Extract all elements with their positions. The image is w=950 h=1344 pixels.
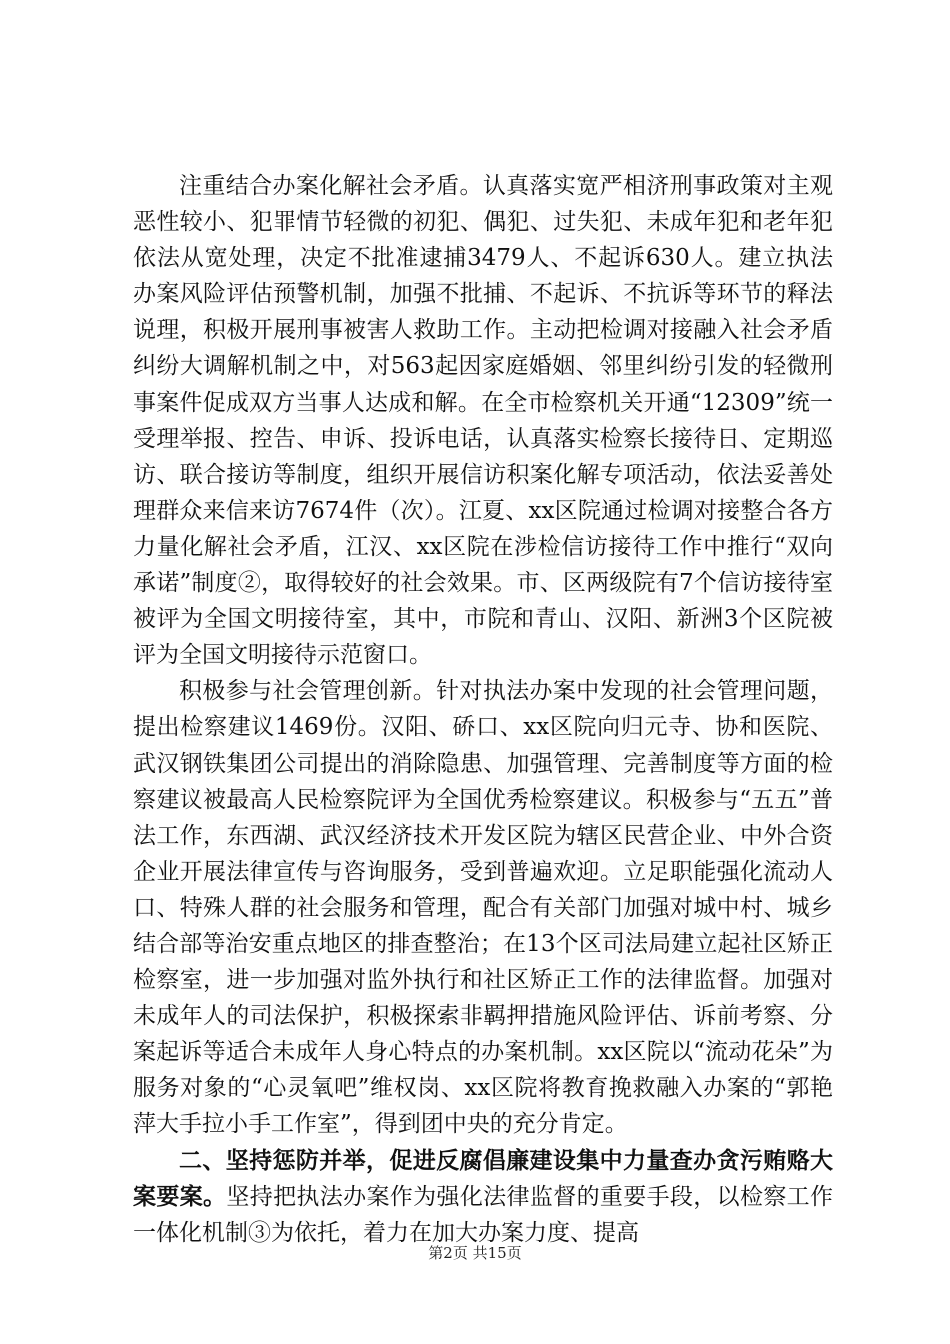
document-body [133,168,833,1251]
paragraph-resolve-conflicts [133,168,833,673]
paragraph-social-management [133,673,833,1142]
paragraph-anti-corruption [133,1143,833,1251]
page-number-footer: 第2页 共15页 [428,1244,522,1262]
paragraph-text: 注重结合办案化解社会矛盾。认真落实宽严相济刑事政策对主观恶性较小、犯罪情节轻微的初犯、偶犯、过失犯、未成年犯和老年犯依法从宽处理，决定不批准逮捕3479人、不起诉630人。建立执法办案风险评估预警机制，加强不批捕、不起诉、不抗诉等环节的释法说理，积极开展刑事被害人救助工作。主动把检调对接融入社会矛盾纠纷大调解机制之中，对563起因家庭婚姻、邻里纠纷引发的轻微刑事案件促成双方当事人达成和解。在全市检察机关开通“12309”统一受理举报、控告、申诉、投诉电话，认真落实检察长接待日、定期巡访、联合接访等制度，组织开展信访积案化解专项活动，依法妥善处理群众来信来访7674件（次）。江夏、xx区院通过检调对接整合各方力量化解社会矛盾，江汉、xx区院在涉检信访接待工作中推行“双向承诺”制度②，取得较好的社会效果。市、区两级院有7个信访接待室被评为全国文明接待室，其中，市院和青山、汉阳、新洲3个区院被评为全国文明接待示范窗口。 [133,173,833,669]
paragraph-text: 坚持把执法办案作为强化法律监督的重要手段，以检察工作一体化机制③为依托，着力在加大办案力度、提高 [133,1183,834,1246]
paragraph-lead: 二、坚持惩防并举，促进反腐倡廉建设集中力量查办贪污贿赂大案要案。 [133,1146,833,1210]
paragraph-text: 积极参与社会管理创新。针对执法办案中发现的社会管理问题，提出检察建议1469份。汉阳、硚口、xx区院向归元寺、协和医院、武汉钢铁集团公司提出的消除隐患、加强管理、完善制度等方面的检察建议被最高人民检察院评为全国优秀检察建议。积极参与“五五”普法工作，东西湖、武汉经济技术开发区院为辖区民营企业、中外合资企业开展法律宣传与咨询服务，受到普遍欢迎。立足职能强化流动人口、特殊人群的社会服务和管理，配合有关部门加强对城中村、城乡结合部等治安重点地区的排查整治；在13个区司法局建立起社区矫正检察室，进一步加强对监外执行和社区矫正工作的法律监督。加强对未成年人的司法保护，积极探索非羁押措施风险评估、诉前考察、分案起诉等适合未成年人身心特点的办案机制。xx区院以“流动花朵”为服务对象的“心灵氧吧”维权岗、xx区院将教育挽救融入办案的“郭艳萍大手拉小手工作室”，得到团中央的充分肯定。 [133,678,833,1138]
